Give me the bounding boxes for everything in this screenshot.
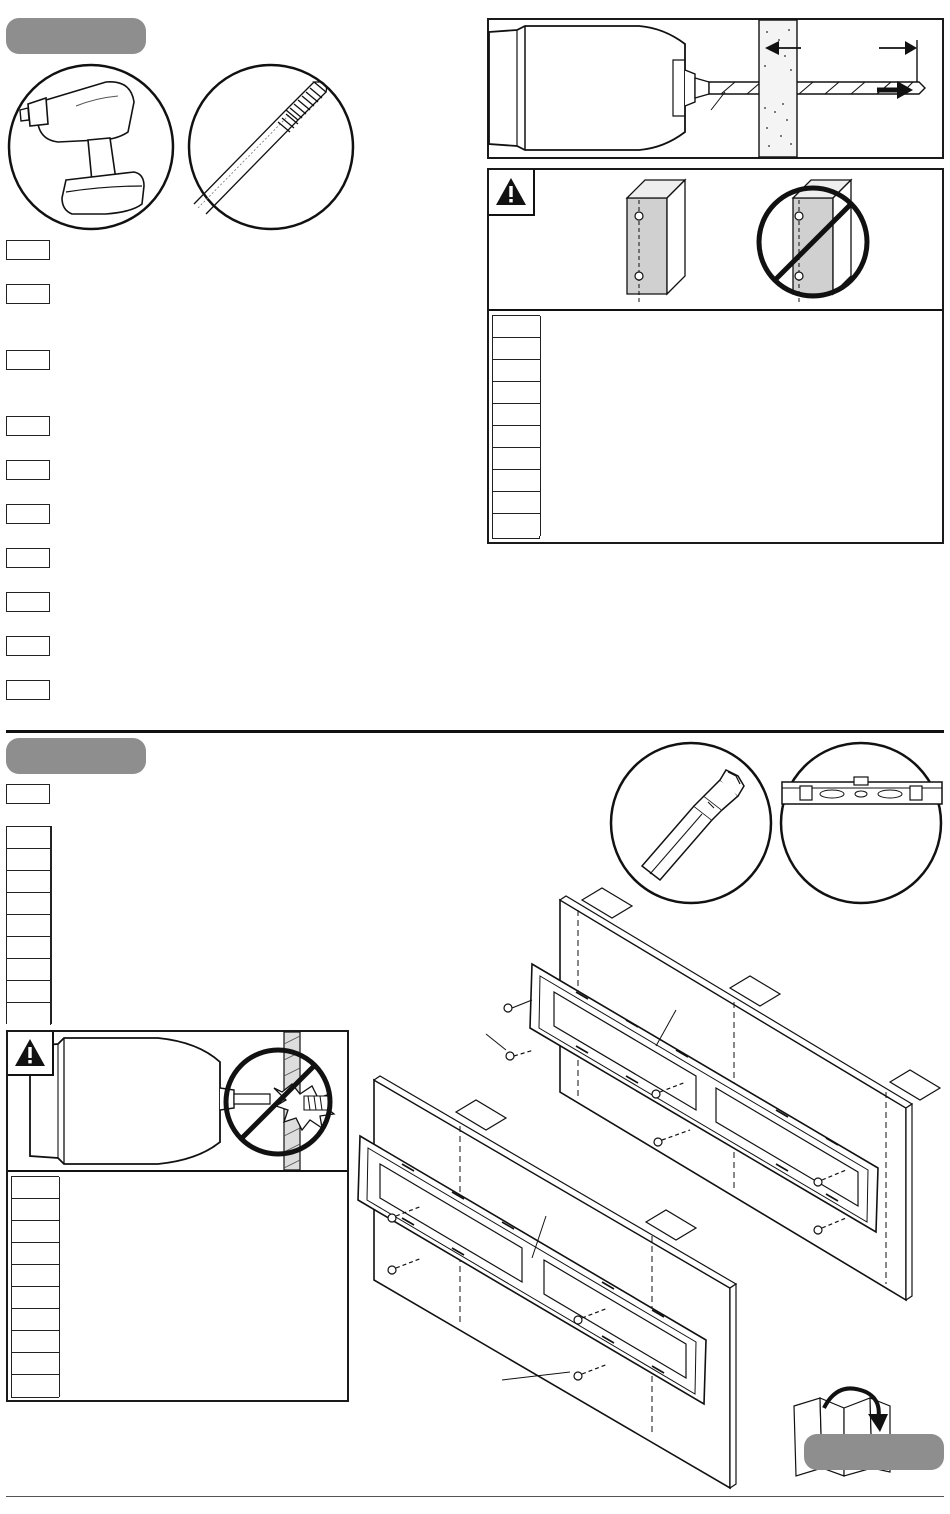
language-cell (493, 514, 541, 536)
stud-correct-illustration (625, 176, 685, 304)
drill-icon (6, 62, 176, 232)
step-box (6, 460, 50, 480)
drill-bit-icon (186, 62, 356, 232)
language-cell (493, 448, 541, 470)
language-cell (12, 1265, 60, 1287)
warning-language-rows (11, 1176, 59, 1398)
language-cell (493, 316, 541, 338)
step-box (6, 548, 50, 568)
section-header-mount (6, 738, 146, 774)
language-cell (12, 1287, 60, 1309)
language-cell (7, 937, 51, 959)
language-cell (12, 1353, 60, 1375)
section-header-drill (6, 18, 146, 54)
language-cell (7, 981, 51, 1003)
language-cell (7, 959, 51, 981)
language-cell (493, 360, 541, 382)
language-cell (493, 382, 541, 404)
step-box (6, 284, 50, 304)
language-cell (493, 426, 541, 448)
drill-depth-illustration (489, 20, 942, 157)
language-cell (12, 1177, 60, 1199)
language-cell (12, 1221, 60, 1243)
language-cell (12, 1375, 60, 1397)
drill-depth-panel (487, 18, 944, 159)
warning-icon (495, 176, 527, 208)
step-box (6, 350, 50, 370)
step-box (6, 784, 50, 804)
language-cell (7, 849, 51, 871)
step-box (6, 592, 50, 612)
warning-icon (14, 1037, 46, 1069)
language-cell (12, 1243, 60, 1265)
language-cell (7, 871, 51, 893)
turn-page-badge (804, 1434, 944, 1470)
section-divider (6, 730, 944, 733)
warning-divider (8, 1170, 347, 1172)
step-box (6, 504, 50, 524)
prohibited-icon (751, 176, 875, 304)
language-cell (493, 338, 541, 360)
step-box (6, 240, 50, 260)
language-cell (7, 915, 51, 937)
footer-rule (6, 1496, 944, 1497)
language-cell (7, 827, 51, 849)
warning-badge (8, 1032, 54, 1076)
language-cell (12, 1331, 60, 1353)
steps-mid (6, 826, 52, 1024)
step-box (6, 636, 50, 656)
stud-warning-panel (487, 168, 944, 544)
language-cell (12, 1199, 60, 1221)
step-box (6, 680, 50, 700)
language-cell (493, 470, 541, 492)
warning-language-rows (492, 315, 540, 539)
language-cell (493, 492, 541, 514)
language-cell (7, 893, 51, 915)
language-cell (12, 1309, 60, 1331)
language-cell (7, 1003, 51, 1025)
step-box (6, 416, 50, 436)
warning-divider (489, 309, 942, 311)
overtighten-illustration (8, 1032, 347, 1170)
language-cell (493, 404, 541, 426)
anchor-warning-panel (6, 1030, 349, 1402)
warning-badge (489, 170, 535, 216)
